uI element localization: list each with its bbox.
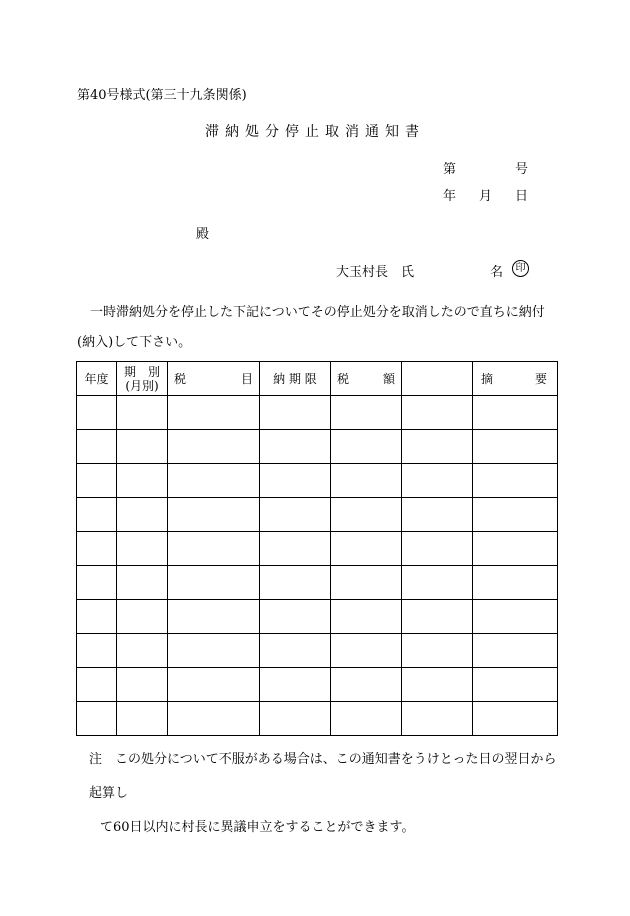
header-blank <box>402 362 473 396</box>
table-row <box>77 600 558 634</box>
table-cell[interactable] <box>77 702 117 736</box>
table-row <box>77 498 558 532</box>
issuer-name-label: 名 <box>490 265 504 280</box>
table-cell[interactable] <box>331 532 402 566</box>
table-cell[interactable] <box>331 634 402 668</box>
table-cell[interactable] <box>473 396 558 430</box>
table-row <box>77 566 558 600</box>
table-cell[interactable] <box>168 464 260 498</box>
note-line-1: 注 この処分について不服がある場合は、この通知書をうけとった日の翌日から起算し <box>89 752 557 801</box>
table-cell[interactable] <box>117 396 168 430</box>
table-cell[interactable] <box>402 430 473 464</box>
date-month: 月 <box>478 189 492 204</box>
table-cell[interactable] <box>402 498 473 532</box>
table-cell[interactable] <box>168 532 260 566</box>
note-line-2: て60日以内に村長に異議申立をすることができます。 <box>100 820 415 835</box>
table-cell[interactable] <box>402 634 473 668</box>
header-due-date: 納 期 限 <box>260 362 331 396</box>
table-cell[interactable] <box>117 430 168 464</box>
table-cell[interactable] <box>77 668 117 702</box>
table-cell[interactable] <box>168 600 260 634</box>
table-cell[interactable] <box>77 464 117 498</box>
table-row <box>77 668 558 702</box>
records-table <box>76 361 558 736</box>
form-number: 第40号様式(第三十九条関係) <box>77 88 247 103</box>
table-cell[interactable] <box>168 668 260 702</box>
table-cell[interactable] <box>331 600 402 634</box>
table-cell[interactable] <box>402 464 473 498</box>
table-cell[interactable] <box>260 634 331 668</box>
document-title: 滞納処分停止取消通知書 <box>205 124 425 140</box>
table-cell[interactable] <box>260 566 331 600</box>
note <box>89 743 559 845</box>
table-cell[interactable] <box>402 702 473 736</box>
table-cell[interactable] <box>117 668 168 702</box>
table-row <box>77 634 558 668</box>
table-cell[interactable] <box>260 430 331 464</box>
number-suffix: 号 <box>514 162 528 177</box>
table-cell[interactable] <box>331 498 402 532</box>
table-cell[interactable] <box>402 668 473 702</box>
header-tax-item: 税 目 <box>168 362 260 396</box>
table-cell[interactable] <box>77 634 117 668</box>
table-cell[interactable] <box>331 430 402 464</box>
table-cell[interactable] <box>402 566 473 600</box>
table-body <box>77 396 558 736</box>
table-cell[interactable] <box>168 498 260 532</box>
date-day: 日 <box>514 189 528 204</box>
body-text: 一時滞納処分を停止した下記についてその停止処分を取消したので直ちに納付(納入)して下さい。 <box>77 305 545 350</box>
table-cell[interactable] <box>77 430 117 464</box>
table-cell[interactable] <box>260 498 331 532</box>
table-cell[interactable] <box>260 600 331 634</box>
table-row <box>77 532 558 566</box>
header-period-line1: 期 別 <box>123 364 160 379</box>
table-cell[interactable] <box>77 396 117 430</box>
table-cell[interactable] <box>260 668 331 702</box>
date-line <box>443 185 528 204</box>
table-cell[interactable] <box>117 634 168 668</box>
table-cell[interactable] <box>331 464 402 498</box>
table-cell[interactable] <box>473 566 558 600</box>
table-row <box>77 464 558 498</box>
table-cell[interactable] <box>473 668 558 702</box>
table-cell[interactable] <box>402 396 473 430</box>
table-cell[interactable] <box>168 430 260 464</box>
seal-mark: 印 <box>512 260 529 277</box>
table-cell[interactable] <box>77 600 117 634</box>
header-year: 年度 <box>77 362 117 396</box>
table-row <box>77 430 558 464</box>
table-cell[interactable] <box>331 668 402 702</box>
issuer-title: 大玉村長 氏 <box>336 265 415 280</box>
table-cell[interactable] <box>168 634 260 668</box>
table-cell[interactable] <box>77 498 117 532</box>
header-remarks: 摘 要 <box>473 362 558 396</box>
table-cell[interactable] <box>473 464 558 498</box>
table-cell[interactable] <box>473 498 558 532</box>
table-cell[interactable] <box>331 396 402 430</box>
table-cell[interactable] <box>402 600 473 634</box>
table-cell[interactable] <box>117 532 168 566</box>
table-cell[interactable] <box>117 702 168 736</box>
table-cell[interactable] <box>473 600 558 634</box>
header-tax-amount: 税 額 <box>331 362 402 396</box>
table-cell[interactable] <box>117 566 168 600</box>
table-cell[interactable] <box>331 702 402 736</box>
table-cell[interactable] <box>168 396 260 430</box>
table-cell[interactable] <box>402 532 473 566</box>
date-year: 年 <box>443 189 457 204</box>
table-cell[interactable] <box>260 396 331 430</box>
table-cell[interactable] <box>260 532 331 566</box>
addressee: 殿 <box>196 227 210 242</box>
table-cell[interactable] <box>331 566 402 600</box>
table-cell[interactable] <box>168 702 260 736</box>
table-row <box>77 702 558 736</box>
table-cell[interactable] <box>473 634 558 668</box>
number-prefix: 第 <box>443 162 457 177</box>
table-cell[interactable] <box>473 430 558 464</box>
table-cell[interactable] <box>117 600 168 634</box>
table-cell[interactable] <box>117 464 168 498</box>
table-header-row <box>77 362 558 396</box>
table-row <box>77 396 558 430</box>
table-cell[interactable] <box>473 702 558 736</box>
document-number-line <box>443 158 528 177</box>
table-cell[interactable] <box>260 464 331 498</box>
table-cell[interactable] <box>77 566 117 600</box>
table-cell[interactable] <box>77 532 117 566</box>
table-cell[interactable] <box>473 532 558 566</box>
header-period-line2: (月別) <box>125 378 159 393</box>
header-period <box>117 362 168 396</box>
table-cell[interactable] <box>117 498 168 532</box>
table-cell[interactable] <box>168 566 260 600</box>
table-cell[interactable] <box>260 702 331 736</box>
